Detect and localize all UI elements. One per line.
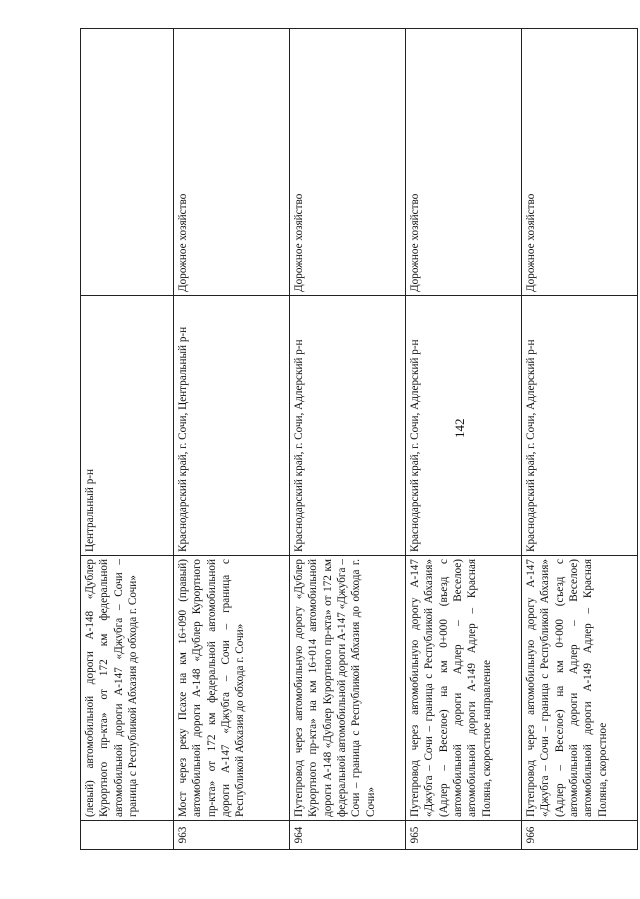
table-row (81, 29, 174, 850)
row-number: 964 (290, 821, 406, 850)
table-row (174, 29, 290, 850)
object-owner: Дорожное хозяйство (522, 29, 638, 296)
object-name: (левый) автомобильной дороги А-148 «Дублер Курортного пр-кта» от 172 км федеральной автомобильной дороги А-147 «Джубга – Сочи – граница с Республикой Абхазия до обхода г. Сочи» (81, 556, 174, 821)
registry-table-wrapper (80, 57, 614, 850)
registry-table (80, 28, 638, 850)
page-number: 142 (452, 418, 467, 438)
object-name: Путепровод через автомобильную дорогу «Дублер Курортного пр-кта» на км 16+014 автомобильной дороги А-148 «Дублер Курортного пр-кта» от 172 км федеральной автомобильной дороги А-147 «Джубга – Сочи – граница с Республикой Абхазия до обхода г. Сочи» (290, 556, 406, 821)
object-owner: Дорожное хозяйство (290, 29, 406, 296)
row-number: 966 (522, 821, 638, 850)
table-row (406, 29, 522, 850)
object-location: Краснодарский край, г. Сочи, Адлерский р-н (522, 296, 638, 556)
object-owner (81, 29, 174, 296)
table-row (290, 29, 406, 850)
object-owner: Дорожное хозяйство (406, 29, 522, 296)
object-name: Путепровод через автомобильную дорогу А-147 «Джубга – Сочи – граница с Республикой Абхазия» (Адлер – Веселое) на км 0+000 (съезд с автомобильной дороги Адлер – Веселое) автомобильной дороги А-149 Адлер – Красная Поляна, скоростное (522, 556, 638, 821)
object-location: Краснодарский край, г. Сочи, Адлерский р-н (406, 296, 522, 556)
object-location: Краснодарский край, г. Сочи, Центральный р-н (174, 296, 290, 556)
object-name: Путепровод через автомобильную дорогу А-147 «Джубга – Сочи – граница с Республикой Абхазия» (Адлер – Веселое) на км 0+000 (въезд с автомобильной дороги Адлер – Веселое) автомобильной дороги А-149 Адлер – Красная Поляна, скоростное направление (406, 556, 522, 821)
object-owner: Дорожное хозяйство (174, 29, 290, 296)
object-location: Центральный р-н (81, 296, 174, 556)
object-name: Мост через реку Псахе на км 16+090 (правый) автомобильной дороги А-148 «Дублер Курортного пр-кта» от 172 км федеральной автомобильной дороги А-147 «Джубга – Сочи – граница с Республикой Абхазия до обхода г. Сочи» (174, 556, 290, 821)
object-location: Краснодарский край, г. Сочи, Адлерский р-н (290, 296, 406, 556)
row-number (81, 821, 174, 850)
table-row (522, 29, 638, 850)
row-number: 965 (406, 821, 522, 850)
row-number: 963 (174, 821, 290, 850)
